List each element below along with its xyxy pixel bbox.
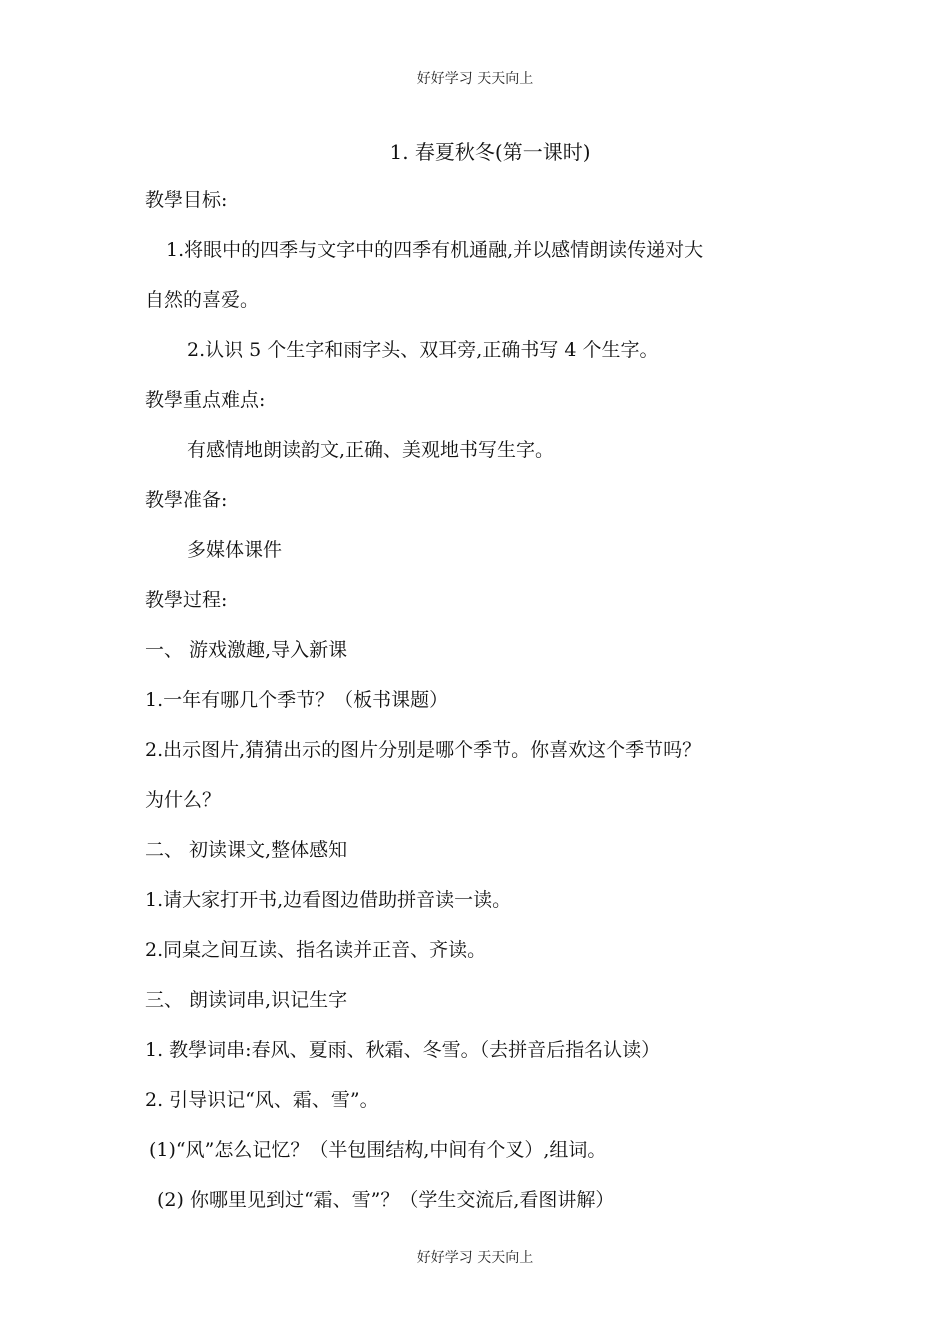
section-heading-preparation: 教學准备: (145, 489, 228, 511)
page-header: 好好学习 天天向上 (416, 71, 534, 87)
step-heading-2: 二、 初读课文,整体感知 (145, 839, 348, 861)
objective-1: 1.将眼中的四季与文字中的四季有机通融,并以感情朗读传递对大 (166, 239, 704, 261)
preparation-text: 多媒体课件 (187, 539, 283, 561)
objective-2: 2.认识 5 个生字和雨字头、双耳旁,正确书写 4 个生字。 (187, 339, 659, 361)
section-heading-key-points: 教學重点难点: (145, 389, 266, 411)
document-title: 1. 春夏秋冬(第一课时) (389, 140, 591, 164)
document-body (145, 181, 815, 1231)
list-item: 2.同桌之间互读、指名读并正音、齐读。 (145, 939, 487, 961)
section-heading-objectives: 教學目标: (145, 189, 228, 211)
list-item: 2.出示图片,猜猜出示的图片分别是哪个季节。你喜欢这个季节吗？ (145, 739, 702, 761)
section-heading-process: 教學过程: (145, 589, 228, 611)
page-footer: 好好学习 天天向上 (416, 1250, 534, 1266)
list-item: 1.一年有哪几个季节？（板书课题） (145, 689, 449, 711)
objective-1-continued: 自然的喜爱。 (145, 289, 260, 311)
sub-list-item: (1)“风”怎么记忆？（半包围结构,中间有个叉）,组词。 (149, 1139, 607, 1161)
list-item: 2. 引导识记“风、霜、雪”。 (145, 1089, 379, 1111)
list-item-continued: 为什么？ (145, 789, 222, 811)
list-item: 1.请大家打开书,边看图边借助拼音读一读。 (145, 889, 512, 911)
step-heading-3: 三、 朗读词串,识记生字 (145, 989, 348, 1011)
step-heading-1: 一、 游戏激趣,导入新课 (145, 639, 348, 661)
sub-list-item: (2) 你哪里见到过“霜、雪”？（学生交流后,看图讲解） (157, 1189, 615, 1211)
key-points-text: 有感情地朗读韵文,正确、美观地书写生字。 (187, 439, 555, 461)
list-item: 1. 教學词串:春风、夏雨、秋霜、冬雪。（去拼音后指名认读） (145, 1039, 661, 1061)
